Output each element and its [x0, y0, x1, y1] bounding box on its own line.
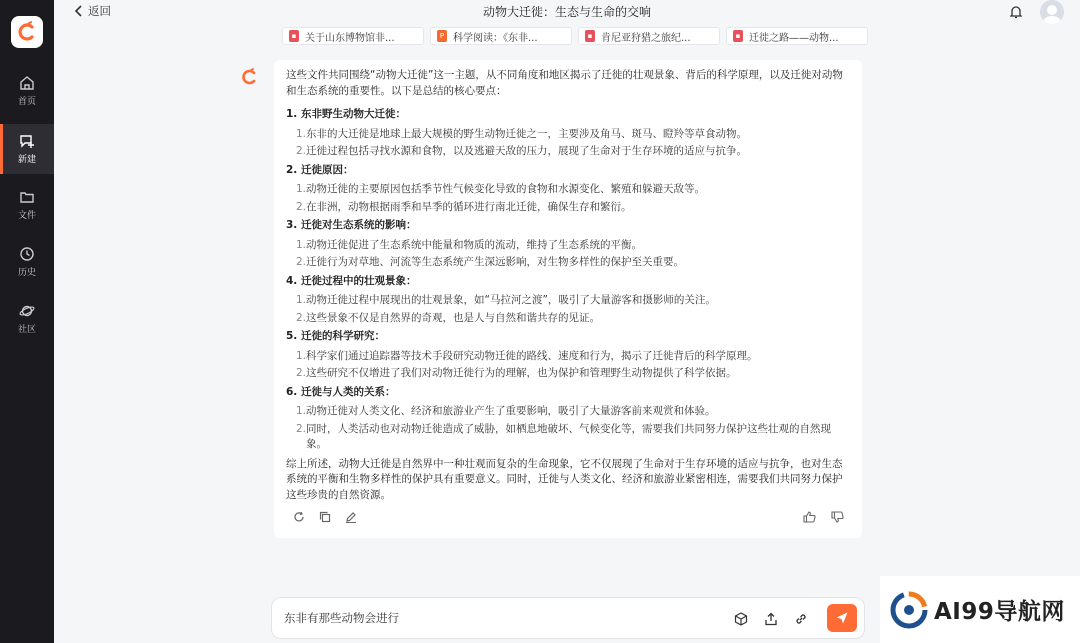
reference-label: 关于山东博物馆非... [305, 32, 395, 44]
regenerate-button[interactable] [292, 510, 306, 524]
chat-input-box[interactable] [271, 597, 865, 639]
page-title: 动物大迁徙：生态与生命的交响 [482, 5, 651, 19]
list-item: 1. 东非的大迁徙是地球上最大规模的野生动物迁徙之一，主要涉及角马、斑马、瞪羚等草食动物。 [296, 127, 747, 140]
folder-icon [19, 189, 35, 205]
upload-icon[interactable] [762, 610, 780, 628]
reference-chip[interactable] [430, 27, 572, 45]
watermark [880, 576, 1080, 643]
section-title: 6. 迁徙与人类的关系： [286, 385, 396, 398]
assistant-logo-icon [241, 68, 259, 90]
nav-history[interactable] [0, 237, 54, 287]
answer-conclusion: 综上所述，动物大迁徙是自然界中一种壮观而复杂的生命现象，它不仅展现了生命对于生存环境的适应与抗争，也对生态系统的平衡和生物多样性的保护具有重要意义。同时，迁徙与人类文化、经济和旅游业紧密相连，需要我们共同努力保护这些珍贵的自然资源。 [286, 457, 843, 501]
answer-section [286, 218, 850, 271]
pencil-icon [345, 511, 357, 523]
copy-button[interactable] [318, 510, 332, 524]
reference-chip[interactable] [282, 27, 424, 45]
list-item: 1. 动物迁徙过程中展现出的壮观景象，如“马拉河之渡”，吸引了大量游客和摄影师的关注。 [296, 294, 716, 306]
section-title: 4. 迁徙过程中的壮观景象： [286, 274, 417, 287]
thumbs-down-button[interactable] [830, 510, 844, 524]
section-title: 2. 迁徙原因： [286, 163, 354, 176]
refresh-icon [293, 511, 305, 523]
list-item: 1. 动物迁徙的主要原因包括季节性气候变化导致的食物和水源变化、繁殖和躲避天敌等。 [296, 183, 705, 195]
nav-home[interactable] [0, 66, 54, 116]
thumbs-down-icon [831, 511, 844, 523]
chat-input[interactable]: 东非有那些动物会进行 [284, 611, 399, 625]
watermark-text: AI99导航网 [934, 599, 1065, 625]
feedback-actions [802, 510, 844, 524]
answer-section [286, 163, 850, 216]
answer-card [274, 60, 862, 538]
logo-icon [16, 21, 38, 43]
send-button[interactable] [827, 604, 857, 632]
nav-community[interactable] [0, 294, 54, 344]
reference-label: 迁徙之路——动物... [749, 32, 839, 44]
answer-actions [292, 510, 358, 524]
sidebar [0, 0, 54, 643]
list-item: 1. 动物迁徙促进了生态系统中能量和物质的流动，维持了生态系统的平衡。 [296, 238, 642, 251]
nav-home-label: 首页 [17, 97, 36, 107]
reference-label: 科学阅读：《东非... [453, 32, 538, 44]
pdf-file-icon: ▪ [585, 30, 595, 42]
list-item: 2. 这些研究不仅增进了我们对动物迁徙行为的理解，也为保护和管理野生动物提供了科学依据。 [296, 367, 737, 379]
nav-community-label: 社区 [17, 325, 36, 335]
section-title: 5. 迁徙的科学研究： [286, 330, 385, 342]
avatar[interactable] [1040, 0, 1064, 24]
top-bar [54, 0, 1080, 24]
list-item: 2. 迁徙行为对草地、河流等生态系统产生深远影响，对生物多样性的保护至关重要。 [296, 256, 684, 268]
reference-chip[interactable] [578, 27, 720, 45]
list-item: 2. 迁徙过程包括寻找水源和食物，以及逃避天敌的压力，展现了生命对于生存环境的适应与抗争。 [296, 145, 747, 157]
link-icon[interactable] [792, 610, 810, 628]
answer-section [286, 385, 850, 453]
cube-icon[interactable] [732, 610, 750, 628]
reference-chip[interactable] [726, 27, 868, 45]
list-item: 2. 在非洲，动物根据雨季和旱季的循环进行南北迁徙，确保生存和繁衍。 [296, 200, 632, 213]
thumbs-up-icon [803, 511, 816, 523]
nav-files-label: 文件 [17, 211, 36, 221]
copy-icon [319, 511, 331, 523]
answer-section [286, 107, 850, 160]
answer-intro: 这些文件共同围绕“动物大迁徙”这一主题，从不同角度和地区揭示了迁徙的壮观景象、背后的科学原理，以及迁徙对动物和生态系统的重要性。以下是总结的核心要点： [286, 69, 843, 97]
thumbs-up-button[interactable] [802, 510, 816, 524]
history-icon [19, 246, 35, 262]
nav-history-label: 历史 [17, 268, 36, 278]
nav-new-label: 新建 [17, 155, 36, 165]
edit-button[interactable] [344, 510, 358, 524]
answer-section [286, 329, 850, 382]
reference-label: 肯尼亚狩猎之旅纪... [601, 32, 691, 44]
list-item: 2. 同时，人类活动也对动物迁徙造成了威胁，如栖息地破坏、气候变化等，需要我们共同努力保护这些壮观的自然现象。 [296, 422, 831, 450]
list-item: 1. 科学家们通过追踪器等技术手段研究动物迁徙的路线、速度和行为，揭示了迁徙背后的科学原理。 [296, 349, 758, 362]
answer-section [286, 274, 850, 327]
send-icon [835, 611, 849, 625]
list-item: 1. 动物迁徙对人类文化、经济和旅游业产生了重要影响，吸引了大量游客前来观赏和体验。 [296, 405, 716, 417]
home-icon [19, 75, 35, 91]
nav-files[interactable] [0, 180, 54, 230]
app-logo[interactable] [11, 16, 43, 48]
watermark-logo-icon [890, 591, 928, 629]
section-title: 1. 东非野生动物大迁徙： [286, 108, 406, 120]
nav-new[interactable] [0, 124, 54, 174]
pdf-file-icon: ▪ [289, 30, 299, 42]
section-title: 3. 迁徙对生态系统的影响： [286, 219, 417, 231]
bell-icon[interactable] [1010, 4, 1022, 23]
list-item: 2. 这些景象不仅是自然界的奇观，也是人与自然和谐共存的见证。 [296, 311, 600, 324]
new-chat-icon [19, 133, 35, 149]
user-avatar-icon [1040, 0, 1064, 24]
ppt-file-icon: P [437, 30, 447, 42]
reference-files [282, 27, 868, 45]
planet-icon [19, 303, 35, 319]
pdf-file-icon: ▪ [733, 30, 743, 42]
back-label: 返回 [88, 4, 111, 18]
